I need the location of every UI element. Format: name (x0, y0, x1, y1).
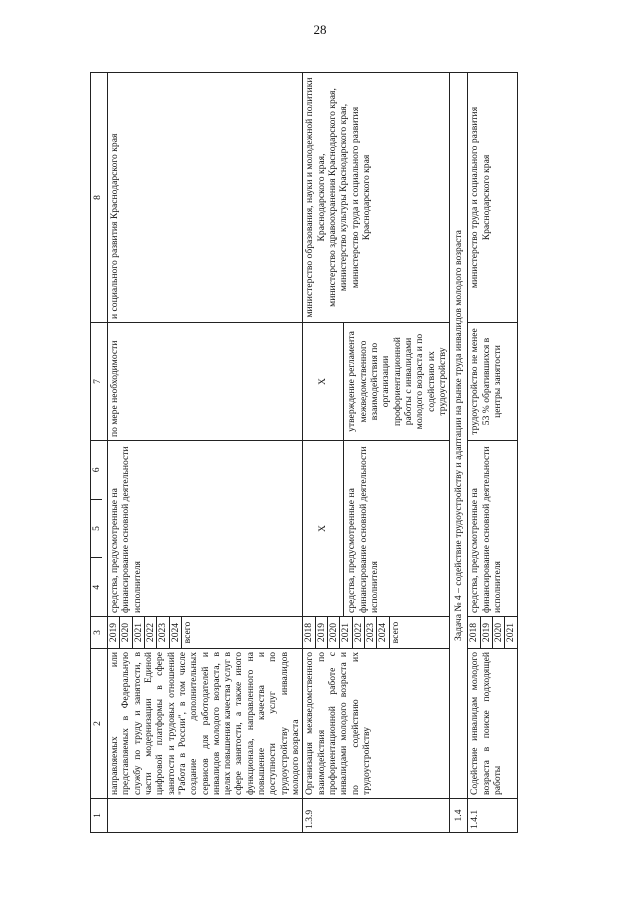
x-mark-result: X (303, 323, 344, 440)
row-number: 1.4.1 (468, 798, 517, 832)
page-number: 28 (313, 22, 327, 37)
year: 2018 (468, 617, 480, 648)
year: 2023 (365, 617, 377, 648)
row-executor-b: министерство здравоохранения Краснодарского края, министерство культуры Краснодарского края, министерство труда и социального развития Краснодарского края (326, 87, 372, 307)
year: 2019 (316, 617, 328, 648)
header-col-4-6 (91, 440, 108, 616)
task-row-1-4 (450, 72, 468, 832)
header-col-2: 2 (91, 648, 108, 798)
row-years (303, 616, 450, 648)
year: 2023 (157, 617, 169, 648)
year: 2022 (145, 617, 157, 648)
task-title: Задача № 4 – содействие трудоустройству и адаптации на рынке труда инвалидов молодого возраста (450, 72, 468, 798)
year: 2020 (328, 617, 340, 648)
row-result: трудоустройство не менее 53 % обратившихся в центры занятости (468, 322, 517, 440)
row-years (468, 616, 517, 648)
year: 2021 (133, 617, 145, 648)
row-description: Содействие инвалидам молодого возраста в поиске подходящей работы (468, 648, 517, 798)
program-table (90, 72, 518, 833)
row-number: 1.3.9 (303, 798, 450, 832)
table-row-1-3-9 (303, 72, 450, 832)
row-number (108, 798, 303, 832)
row-description: Организация межведомственного взаимодействия по профориентационной работе с инвалидами молодого возраста и по содействию их трудоустройству (303, 648, 450, 798)
row-result: утверждение регламента межведомственного взаимодействия по организации профориентационной работы с инвалидами молодого возраста и по содействию их трудоустройству (346, 330, 448, 432)
row-result-cell (303, 322, 450, 440)
row-funding-cell (303, 440, 450, 616)
x-mark-funding: X (303, 441, 344, 616)
row-executor-cell (303, 72, 450, 322)
table-row-1-4-1 (468, 72, 517, 832)
row-executor: министерство труда и социального развития Краснодарского края (468, 72, 517, 322)
year: 2022 (353, 617, 365, 648)
year-total: всего (181, 621, 193, 643)
header-col-3: 3 (91, 616, 108, 648)
year: 2018 (303, 617, 315, 648)
year: 2019 (481, 617, 493, 648)
year: 2020 (120, 617, 132, 648)
year: 2021 (505, 622, 517, 642)
task-number: 1.4 (450, 798, 468, 832)
row-funding: средства, предусмотренные на финансирование основной деятельности исполнителя (346, 445, 380, 613)
year: 2021 (340, 617, 352, 648)
row-funding: средства, предусмотренные на финансирование основной деятельности исполнителя (108, 440, 303, 616)
year: 2024 (377, 617, 389, 648)
header-col-7: 7 (91, 322, 108, 440)
year-total: всего (389, 621, 401, 643)
row-executor: и социального развития Краснодарского края (108, 72, 303, 322)
row-result: по мере необходимости (108, 322, 303, 440)
rotated-table-container (90, 73, 550, 833)
year: 2019 (108, 617, 120, 648)
header-col-8: 8 (91, 72, 108, 322)
row-executor-a: министерство образования, науки и молодежной политики Краснодарского края, (304, 76, 327, 318)
header-col-5: 5 (91, 498, 102, 557)
year: 2024 (170, 617, 182, 648)
row-funding: средства, предусмотренные на финансирование основной деятельности исполнителя (468, 440, 517, 616)
header-col-6: 6 (91, 466, 102, 472)
table-row-continuation (108, 72, 303, 832)
header-row (91, 72, 108, 832)
header-col-4: 4 (91, 557, 102, 616)
year: 2020 (493, 617, 505, 648)
row-description: направляемых или представляемых в Федеральную службу по труду и занятости, в части модернизации Единой цифровой платформы в сфере занятости и трудовых отношений "Работа в России", в том числе создание дополнительных сервисов для работодателей и инвалидов молодого возраста, в целях повышения качества услуг в сфере занятости, а также иного функционала, направленного на повышение качества и доступности услуг по трудоустройству инвалидов молодого возраста (108, 648, 303, 798)
row-years (108, 616, 303, 648)
header-col-1: 1 (91, 798, 108, 832)
